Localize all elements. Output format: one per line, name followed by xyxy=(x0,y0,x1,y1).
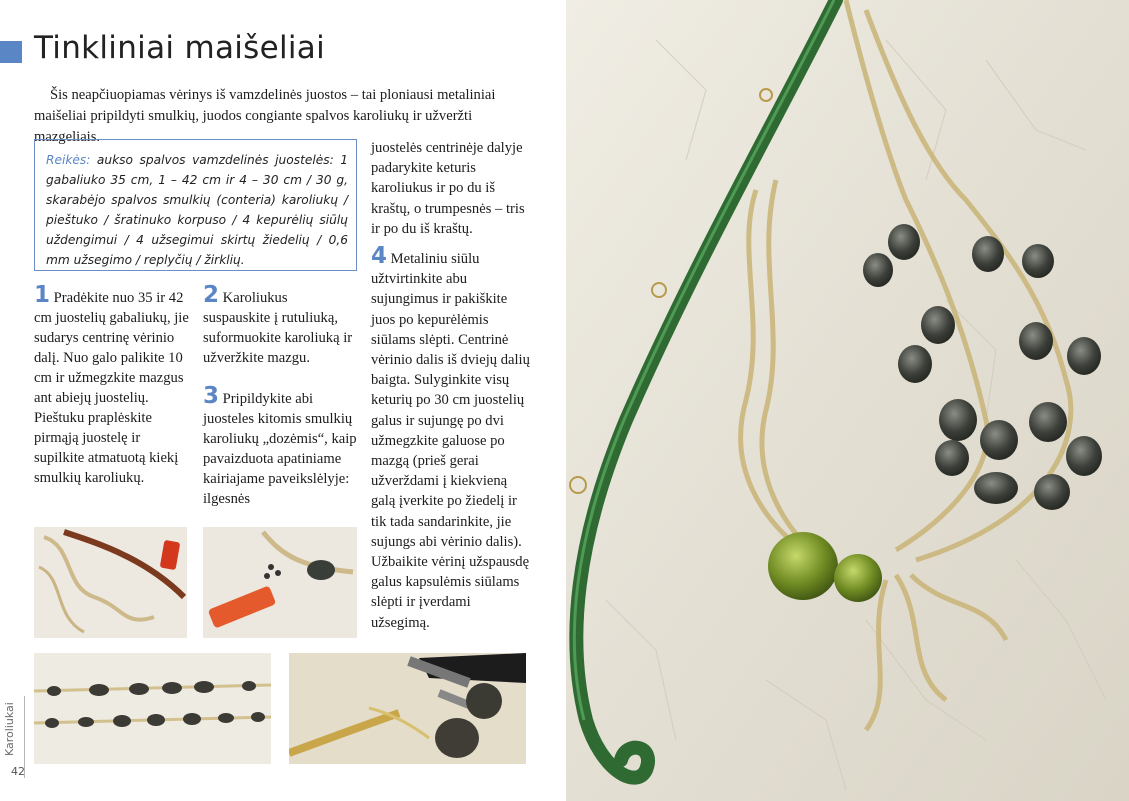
photo-step-3 xyxy=(34,653,271,764)
step-3 xyxy=(203,383,359,509)
step-text: Karoliukus suspauskite į rutuliuką, suformuokite karoliuką ir užveržkite mazgu. xyxy=(203,290,353,366)
section-side-label: Karoliukai xyxy=(3,702,16,756)
photo-step-2 xyxy=(203,527,357,638)
page-number: 42 xyxy=(11,765,25,778)
requirements-text: aukso spalvos vamzdelinės juostelės: 1 gabaliuko 35 cm, 1 – 42 cm ir 4 – 30 cm / 30 g, skarabėjo spalvos smulkių (conteria) karoliukų / pieštuko / šratinuko korpuso / 4 kepurėlių siūlų uždengimui / 4 užsegimui skirtų žiedelių / 0,6 mm užsegimo / replyčių / žirklių. xyxy=(46,153,348,267)
photo-step-4 xyxy=(289,653,526,764)
step-text: Pradėkite nuo 35 ir 42 cm juostelių gabaliukų, jie sudarys centrinę vėrinio dalį. Nuo galo palikite 10 cm ir užmegzkite mazgus ant abiejų juostelių. Pieštuku praplėskite pirmąją juostelę ir supilkite atmatuotą kiekį smulkių karoliukų. xyxy=(34,290,189,486)
step-1 xyxy=(34,282,190,488)
step-number: 1 xyxy=(34,282,51,308)
step-text: Pripildykite abi juosteles kitomis smulkių karoliukų „dozėmis“, kaip pavaizduota apatiniame kairiajame paveikslėlyje: ilgesnės xyxy=(203,391,357,507)
intro-paragraph: Šis neapčiuopiamas vėrinys iš vamzdelinės juostos – tai ploniausi metaliniai maišeliai pripildyti smulkių, juodos congiante spalvos karoliukų ir užveržti mazgeliais. xyxy=(34,87,496,145)
step-4 xyxy=(371,243,533,633)
photo-step-1 xyxy=(34,527,187,638)
step-3-continued: juostelės centrinėje dalyje padarykite keturis karoliukus ir po du iš kraštų, o trumpesnės – tris ir po du iš kraštų. xyxy=(371,140,525,237)
necklace-photo xyxy=(566,0,1129,801)
requirements-label: Reikės: xyxy=(46,153,91,167)
page-title: Tinkliniai maišeliai xyxy=(34,30,326,66)
step-text: Metaliniu siūlu užtvirtinkite abu sujungimus ir pakiškite juos po kepurėlėmis siūlams slėpti. Centrinė vėrinio dalis iš dviejų dalių baigta. Sulyginkite visų keturių po 30 cm juostelių galus ir sujungę po dvi užmegzkite galuose po mazgą (prieš gerai užverždami į kiekvieną galą įverkite po žiedelį ir tik tada sandarinkite, jie sujungs abi vėrinio dalis). Užbaikite vėrinį užspausdę galus kapsulėmis siūlams slėpti ir įverdami užsegimą. xyxy=(371,251,530,631)
text-column-3 xyxy=(371,138,533,633)
requirements-box xyxy=(34,139,357,271)
title-marker xyxy=(0,41,22,63)
step-number: 2 xyxy=(203,282,220,308)
step-number: 3 xyxy=(203,383,220,409)
step-number: 4 xyxy=(371,243,388,270)
step-2 xyxy=(203,282,356,368)
